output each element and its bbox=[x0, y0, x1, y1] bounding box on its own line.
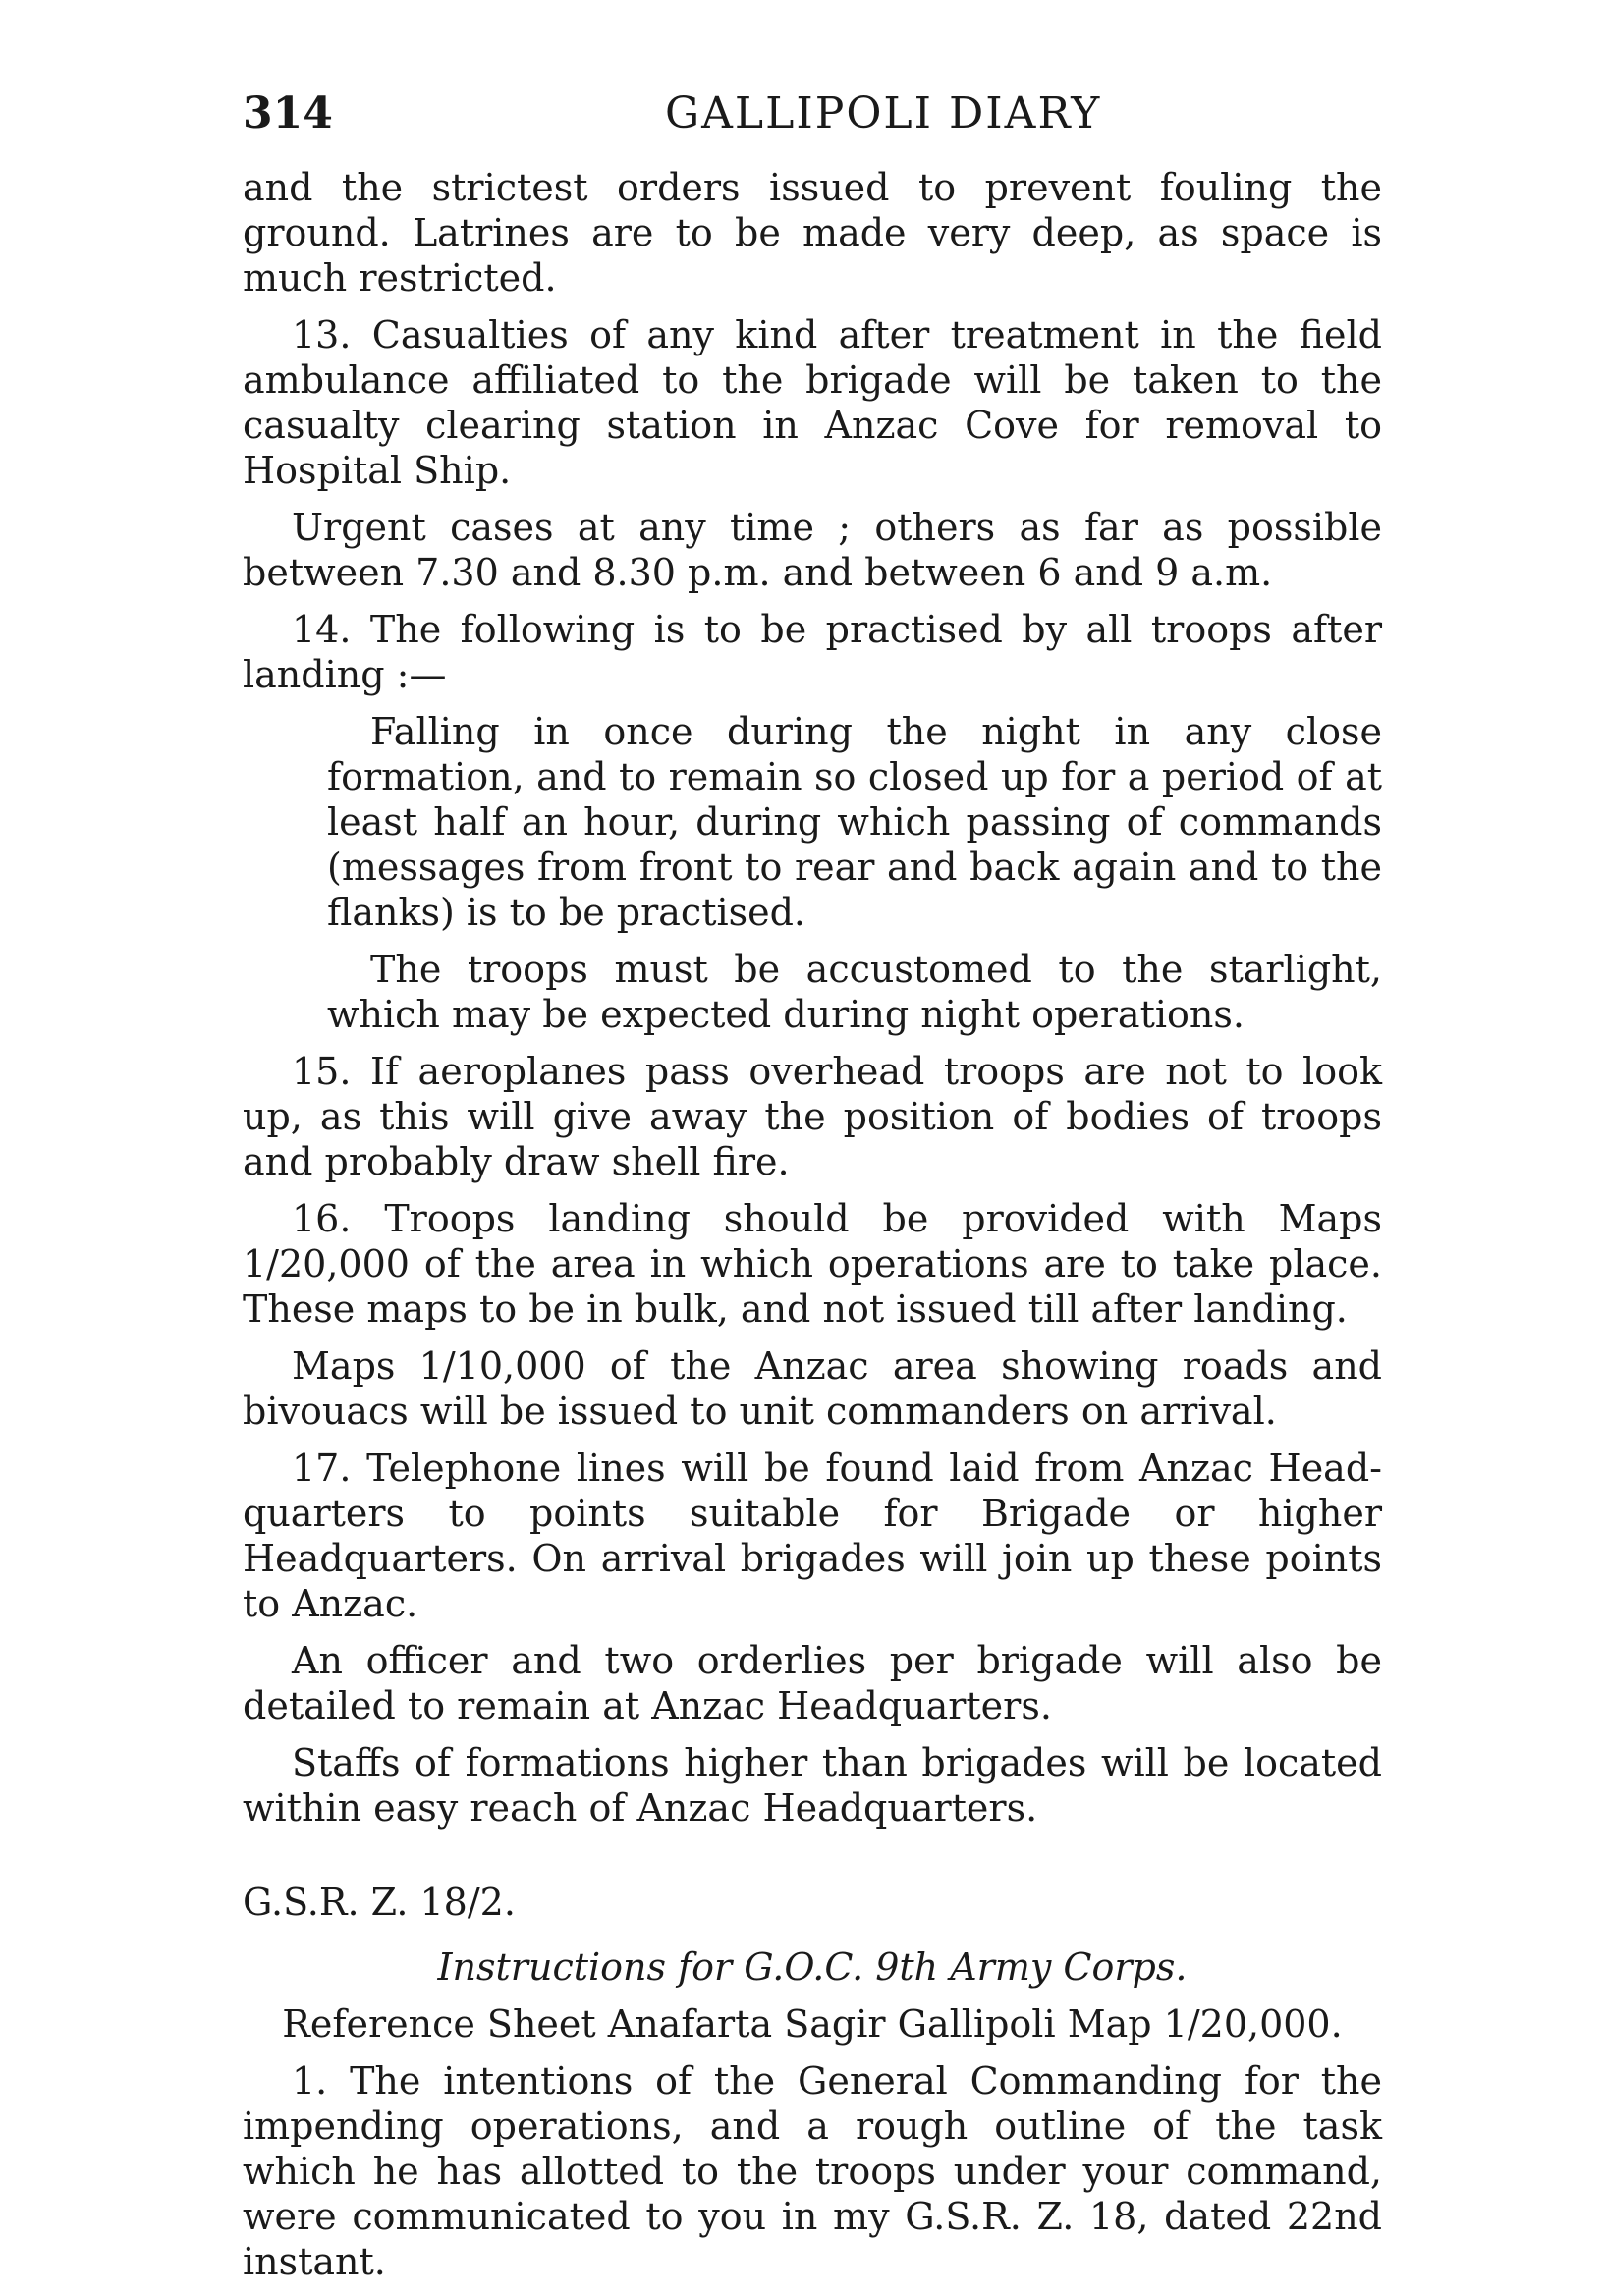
page bbox=[243, 88, 1382, 2296]
paragraph-urgent-cases: Urgent cases at any time ; others as far as possible between 7.30 and 8.30 p.m. and between 6 and 9 a.m. bbox=[243, 506, 1382, 594]
paragraph-continuation: and the strictest orders issued to prevent fouling the ground. Latrines are to be made very deep, as space is much restricted. bbox=[243, 166, 1382, 300]
paragraph-13: 13. Casualties of any kind after treatment in the field ambulance affiliated to the brigade will be taken to the casualty clearing station in Anzac Cove for removal to Hospital Ship. bbox=[243, 313, 1382, 492]
running-title: GALLIPOLI DIARY bbox=[665, 88, 1102, 138]
paragraph-14: 14. The following is to be practised by all troops after landing :— bbox=[243, 608, 1382, 696]
memo-paragraph-1: 1. The intentions of the General Commanding for the impending operations, and a rough outline of the task which he has allotted to the troops under your command, were communicated to you in my G.S.R. Z. 18, dated 22nd instant. bbox=[243, 2059, 1382, 2283]
paragraph-15: 15. If aeroplanes pass overhead troops are not to look up, as this will give away the position of bodies of troops and probably draw shell fire. bbox=[243, 1050, 1382, 1183]
paragraph-16: 16. Troops landing should be provided with Maps 1/20,000 of the area in which operations are to take place. These maps to be in bulk, and not issued till after landing. bbox=[243, 1197, 1382, 1331]
memo-instruction-title: Instructions for G.O.C. 9th Army Corps. bbox=[437, 1945, 1188, 1989]
quote-falling-in: Falling in once during the night in any close formation, and to remain so closed up for a period of at least half an hour, during which passing of commands (messages from front to rear and back again and to the flanks) is to be practised. bbox=[327, 710, 1382, 934]
paragraph-maps: Maps 1/10,000 of the Anzac area showing roads and bivouacs will be issued to unit commanders on arrival. bbox=[243, 1344, 1382, 1433]
memo-reference-sheet: Reference Sheet Anafarta Sagir Gallipoli Map 1/20,000. bbox=[282, 2002, 1343, 2046]
page-header bbox=[243, 88, 1382, 147]
paragraph-orderlies: An officer and two orderlies per brigade will also be detailed to remain at Anzac Headquarters. bbox=[243, 1639, 1382, 1727]
quote-starlight: The troops must be accustomed to the starlight, which may be expected during night operations. bbox=[327, 948, 1382, 1036]
paragraph-17: 17. Telephone lines will be found laid from Anzac Head-quarters to points suitable for Brigade or higher Headquarters. On arrival brigades will join up these points to Anzac. bbox=[243, 1447, 1382, 1625]
memo-reference: G.S.R. Z. 18/2. bbox=[243, 1881, 516, 1924]
page-number: 314 bbox=[243, 88, 333, 138]
paragraph-staffs: Staffs of formations higher than brigades will be located within easy reach of Anzac Headquarters. bbox=[243, 1741, 1382, 1830]
